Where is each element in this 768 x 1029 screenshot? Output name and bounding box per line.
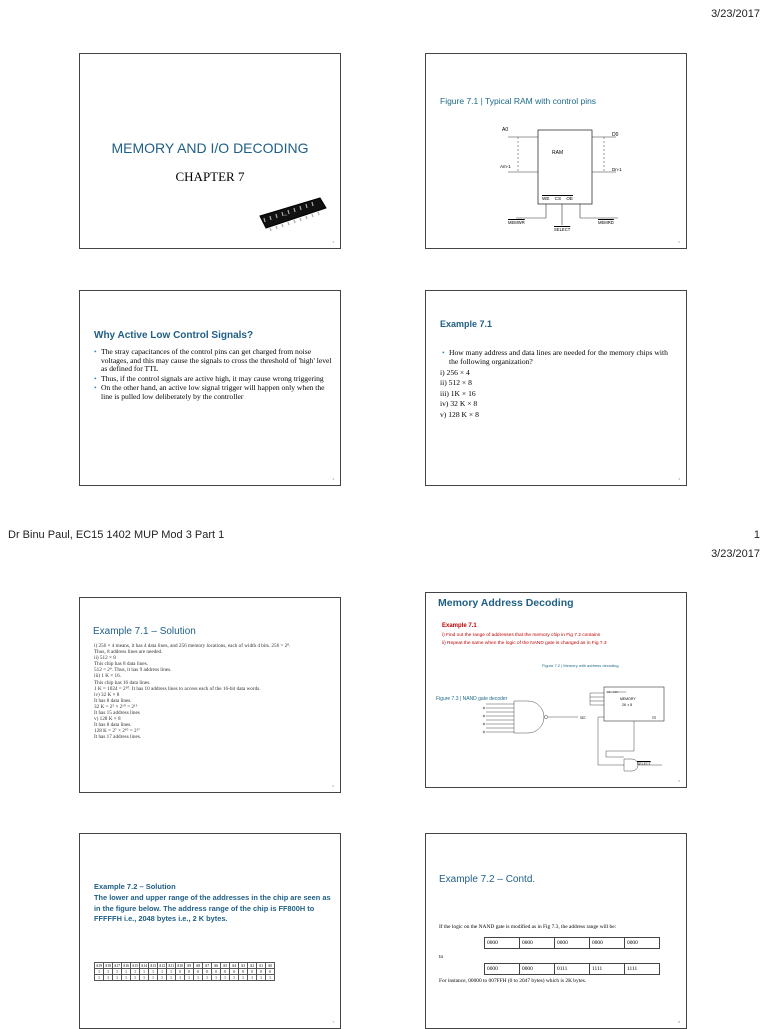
solution-line: 128 K = 2⁷ × 2¹⁰ = 2¹⁷ — [94, 728, 140, 735]
footer-page-number: 1 — [753, 529, 760, 541]
organization-list — [440, 368, 479, 420]
table-cell: 1 — [266, 975, 275, 981]
table-cell: 0 — [230, 969, 239, 975]
table-cell: 0000 — [520, 964, 555, 975]
table-cell: 1 — [149, 975, 158, 981]
slide-title-heading: MEMORY AND I/O DECODING — [111, 140, 309, 156]
to-text: to — [439, 954, 444, 960]
table-header-cell: A3 — [239, 963, 248, 969]
intro-text: If the logic on the NAND gate is modified as in Fig 7.3, the address range will be: — [439, 924, 617, 930]
table-header-cell: A11 — [167, 963, 175, 968]
slide-heading: Example 7.2 – Solution — [94, 882, 176, 891]
page-date: 3/23/2017 — [711, 8, 760, 20]
address-range-start — [484, 937, 660, 949]
label-am: Am-1 — [500, 164, 511, 169]
slide-title — [79, 53, 341, 249]
bullet-item: • On the other hand, an active low signal trigger will happen only when the line is pulled low deliberately by the controller — [94, 384, 332, 401]
slide-solution-7-2 — [79, 833, 341, 1029]
slide-example-7-1 — [425, 290, 687, 486]
question-2: ii) Repeat the same when the logic of the NAND gate is changed as in Fig 7.3 — [442, 641, 607, 646]
table-header-cell: A5 — [221, 963, 230, 969]
table-row — [95, 975, 275, 981]
table-cell: 1 — [167, 969, 176, 975]
table-cell: 1 — [113, 975, 122, 981]
solution-line: iv) 32 K × 8 — [94, 691, 120, 698]
table-header-cell: A7 — [203, 963, 212, 969]
address-range-end — [484, 963, 660, 975]
table-cell: 0 — [176, 969, 185, 975]
ram-diagram — [496, 122, 636, 234]
label-dn: Dn-1 — [612, 167, 622, 172]
bullet-item: • Thus, if the control signals are active high, it may cause wrong triggering — [94, 375, 332, 384]
address-bit-table — [94, 962, 275, 981]
table-cell: 1 — [95, 969, 104, 975]
example-label: Example 7.1 — [442, 623, 477, 629]
slide-heading: Why Active Low Control Signals? — [94, 330, 254, 341]
select-label: SELECT — [637, 762, 651, 766]
table-header-cell: A4 — [230, 963, 239, 969]
slide-address-decoding — [425, 592, 687, 788]
table-cell: 1 — [122, 969, 131, 975]
table-cell: 1 — [122, 975, 131, 981]
list-item: ii) 512 × 8 — [440, 378, 472, 388]
table-header-cell: A18 — [104, 963, 112, 968]
table-cell: 1 — [158, 975, 167, 981]
table-header-cell: A13 — [149, 963, 157, 968]
svg-text:CS: CS — [652, 716, 657, 720]
figure-7-3-caption: Figure 7.3 | NAND gate decoder — [436, 696, 508, 702]
table-cell: 1 — [194, 975, 203, 981]
slide-number: 5 — [332, 784, 334, 788]
slide-example-7-2-contd — [425, 833, 687, 1029]
table-cell: 1 — [104, 975, 113, 981]
solution-text — [94, 643, 334, 741]
slide-number: 3 — [332, 477, 334, 481]
label-memwr: MEMWR — [508, 220, 525, 225]
table-header-cell: A19 — [95, 963, 103, 968]
table-row — [485, 938, 660, 949]
note-text: For instance, 00000 to 007FFH (0 to 2047 bytes) which is 2K bytes. — [439, 978, 587, 984]
table-cell: 1 — [113, 969, 122, 975]
list-item: i) 256 × 4 — [440, 368, 470, 377]
solution-line: It has 8 data lines. — [94, 722, 132, 729]
table-header-cell: A9 — [185, 963, 194, 969]
label-select: SELECT — [554, 227, 571, 232]
bullet-list — [442, 349, 674, 367]
slide-subtitle: CHAPTER 7 — [175, 169, 245, 184]
slide-heading: Example 7.2 – Contd. — [439, 874, 536, 885]
table-header-cell: A6 — [212, 963, 221, 969]
table-cell: 1 — [176, 975, 185, 981]
solution-line: It has 8 data lines. — [94, 697, 132, 704]
bullet-item: • The stray capacitances of the control pins can get charged from noise voltages, and this may cause the signals to cross the threshold of 'high' level as defined for TTL — [94, 348, 332, 374]
list-item: iii) 1K × 16 — [440, 388, 476, 398]
slide-active-low — [79, 290, 341, 486]
table-header-cell: A0 — [266, 963, 275, 969]
table-cell: 1 — [131, 975, 140, 981]
table-cell: 1 — [239, 975, 248, 981]
table-cell: 1 — [158, 969, 167, 975]
solution-line: This chip has 16 data lines. — [94, 679, 151, 686]
label-a0: A0 — [502, 127, 509, 133]
solution-line: This chip has 8 data lines. — [94, 661, 148, 668]
slide-solution-7-1 — [79, 597, 341, 793]
list-item: iv) 32 K × 8 — [440, 399, 478, 409]
table-cell: 1111 — [590, 964, 625, 975]
table-cell: 0 — [248, 969, 257, 975]
table-cell: 1 — [203, 975, 212, 981]
table-header-cell: A1 — [257, 963, 266, 969]
table-cell: 1 — [185, 975, 194, 981]
table-cell: 1 — [104, 969, 113, 975]
question-1: i) Find out the range of addresses that the memory chip in Fig 7.2 contains — [442, 633, 601, 638]
slide-ram-figure — [425, 53, 687, 249]
table-cell: 1 — [131, 969, 140, 975]
table-cell: 1 — [167, 975, 176, 981]
table-header-cell: A10 — [176, 963, 184, 968]
ic-chip-image — [254, 194, 332, 234]
label-memrd: MEMRD — [598, 220, 614, 225]
table-cell: 0 — [212, 969, 221, 975]
memory-size: 2K × 8 — [622, 703, 633, 707]
slide-number: 8 — [678, 1020, 680, 1024]
table-cell: 0000 — [485, 938, 520, 949]
page-date: 3/23/2017 — [711, 548, 760, 560]
bullet-item: • How many address and data lines are needed for the memory chips with the following organization? — [442, 349, 674, 366]
solution-line: v) 128 K × 8 — [94, 716, 121, 723]
table-cell: 1 — [140, 969, 149, 975]
slide-heading: Example 7.1 – Solution — [93, 626, 196, 637]
table-cell: 0000 — [520, 938, 555, 949]
label-control-pins: WE CS OE — [542, 196, 573, 201]
table-header-cell: A16 — [122, 963, 130, 968]
label-ram: RAM — [552, 150, 564, 156]
figure-caption: Figure 7.1 | Typical RAM with control pins — [440, 96, 597, 106]
solution-line: ii) 512 × 8 — [94, 655, 116, 662]
figure-7-2-caption: Figure 7.2 | Memory with address decoding — [542, 663, 619, 668]
solution-line: i) 256 × 4 means, it has 4 data lines, and 256 memory locations, each of width 4 bits. 256 = 2⁸. — [94, 643, 291, 649]
label-d0: D0 — [612, 132, 619, 138]
slide-number: 2 — [678, 240, 680, 244]
table-cell: 1 — [95, 975, 104, 981]
table-cell: 1 — [230, 975, 239, 981]
decoder-diagram — [466, 675, 686, 779]
solution-line: 1 K = 1024 = 2¹⁰. It has 10 address lines to access each of the 16-bit data words. — [94, 685, 261, 692]
slide-number: 4 — [678, 477, 680, 481]
table-cell: 1 — [212, 975, 221, 981]
solution-line: It has 15 address lines — [94, 710, 140, 717]
solution-line: Thus, 8 address lines are needed. — [94, 649, 163, 656]
svg-text:▪▪▪: ▪▪▪ — [284, 213, 288, 217]
solution-line: 512 = 2⁹. Thus, it has 9 address lines. — [94, 667, 172, 674]
table-cell: 1 — [149, 969, 158, 975]
table-cell: 0 — [266, 969, 275, 975]
table-cell: 0 — [221, 969, 230, 975]
table-row — [485, 964, 660, 975]
table-cell: 1 — [221, 975, 230, 981]
slide-number: 7 — [332, 1020, 334, 1024]
bullet-list — [94, 348, 332, 402]
table-cell: 0111 — [555, 964, 590, 975]
table-header-cell: A15 — [131, 963, 139, 968]
solution-line: 32 K = 2⁵ × 2¹⁰ = 2¹⁵ — [94, 703, 138, 710]
memory-label: MEMORY — [620, 697, 636, 701]
table-header-cell: A2 — [248, 963, 257, 969]
table-cell: 0 — [239, 969, 248, 975]
solution-line: It has 17 address lines. — [94, 734, 142, 741]
table-cell: 0 — [194, 969, 203, 975]
table-cell: 0 — [257, 969, 266, 975]
table-cell: 1111 — [625, 964, 660, 975]
table-cell: 0000 — [555, 938, 590, 949]
table-cell: 0000 — [625, 938, 660, 949]
solution-line: iii) 1 K × 16. — [94, 673, 121, 680]
table-header-cell: A12 — [158, 963, 166, 968]
footer-left: Dr Binu Paul, EC15 1402 MUP Mod 3 Part 1 — [8, 529, 225, 541]
table-cell: 0000 — [485, 964, 520, 975]
table-cell: 0000 — [590, 938, 625, 949]
table-cell: 0 — [185, 969, 194, 975]
slide-heading: Example 7.1 — [440, 319, 493, 329]
list-item: v) 128 K × 8 — [440, 409, 479, 419]
table-cell: 1 — [257, 975, 266, 981]
solution-text: The lower and upper range of the addresses in the chip are seen as in the figure below. The address range of the chip is FF800H to FFFFFH i.e., 2048 bytes i.e., 2 K bytes. — [94, 893, 331, 923]
table-header-cell: A8 — [194, 963, 203, 969]
table-header-cell: A17 — [113, 963, 121, 968]
table-header-cell: A14 — [140, 963, 148, 968]
table-cell: 1 — [248, 975, 257, 981]
slide-number: 6 — [678, 779, 680, 783]
table-cell: 0 — [203, 969, 212, 975]
table-cell: 1 — [140, 975, 149, 981]
svg-text:SEL: SEL — [580, 716, 586, 720]
slide-number: 1 — [332, 240, 334, 244]
svg-text:A0 - A10: A0 - A10 — [607, 690, 618, 694]
slide-heading: Memory Address Decoding — [438, 597, 574, 609]
